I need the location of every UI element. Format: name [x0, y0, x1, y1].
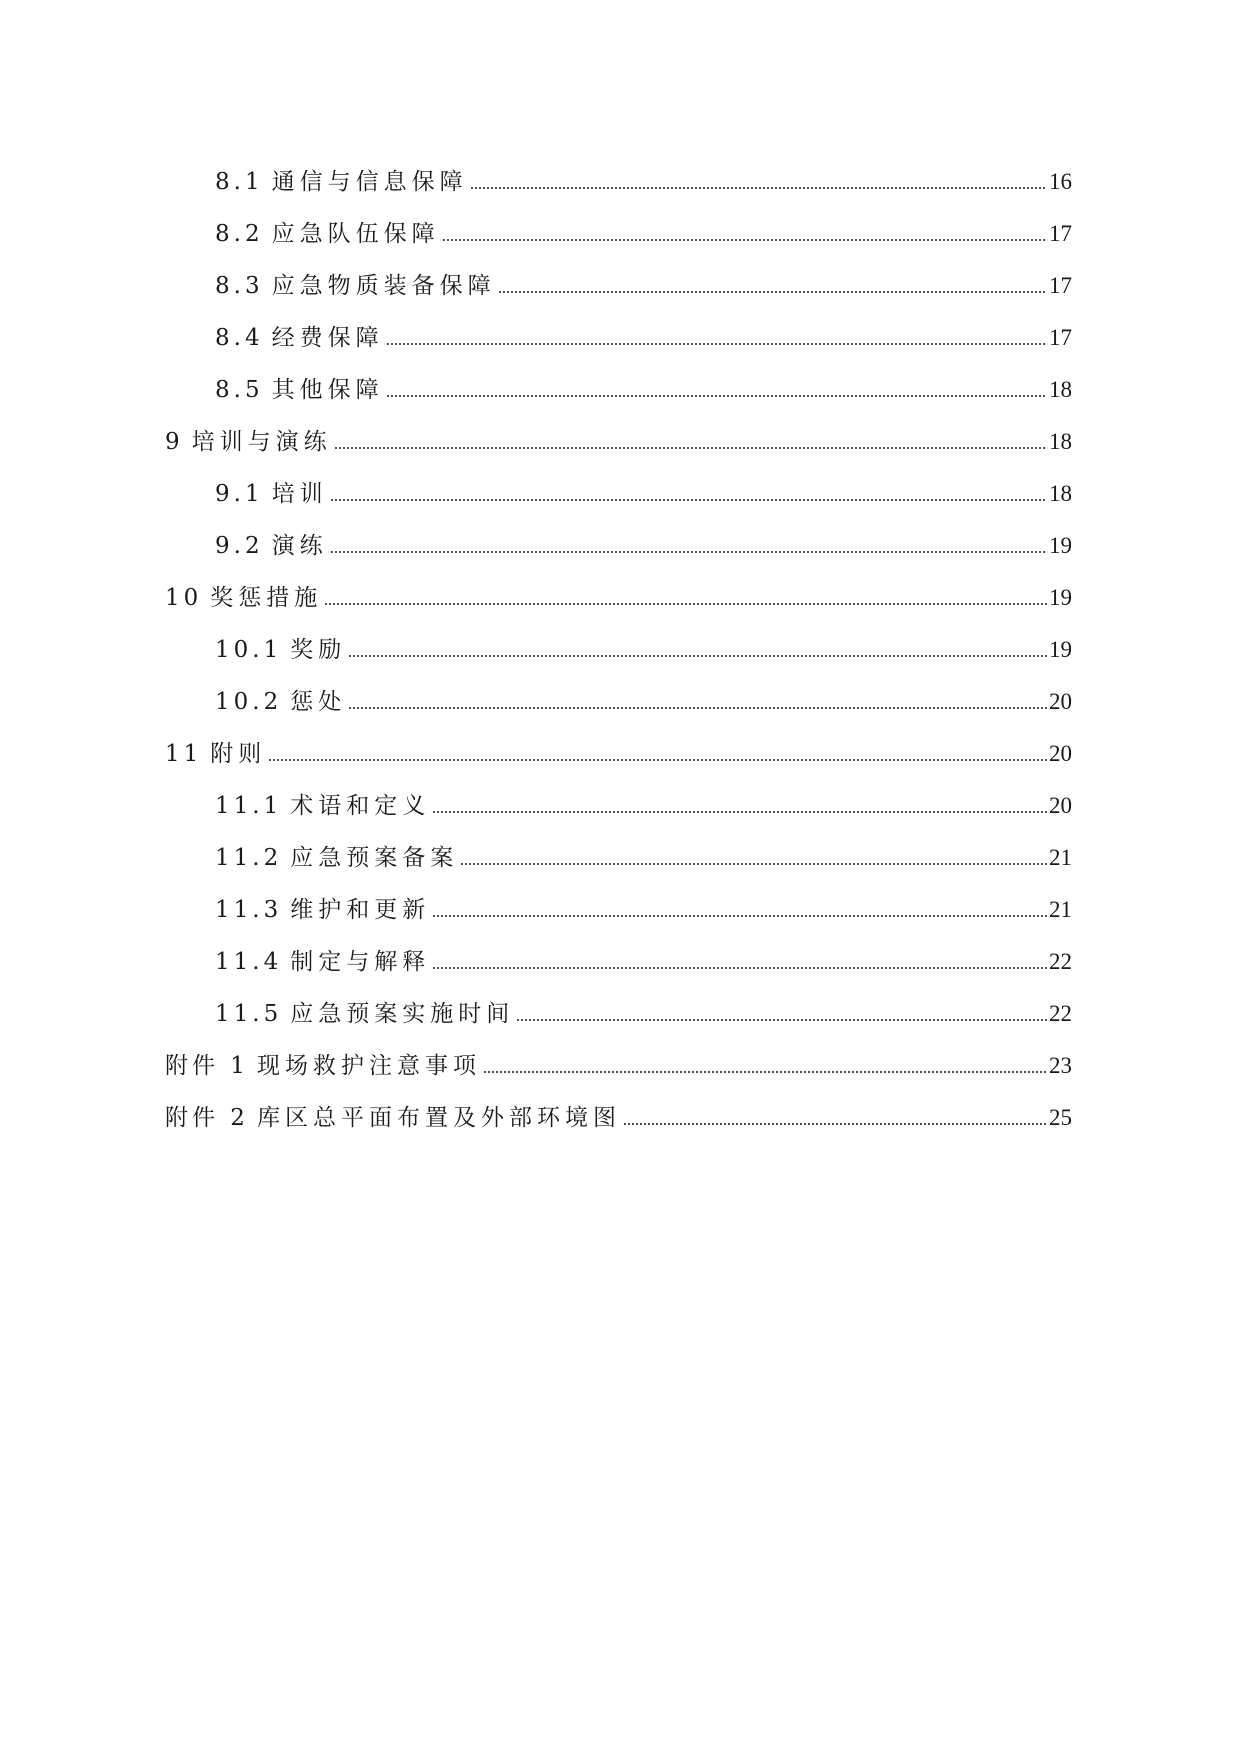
toc-entry-11-5[interactable] [215, 988, 1072, 1028]
toc-entry-number: 11 [165, 741, 203, 767]
toc-page-number: 20 [1049, 689, 1072, 714]
toc-page-number: 18 [1049, 429, 1072, 454]
toc-dot-leader [348, 654, 1047, 658]
toc-entry-number: 9 [165, 429, 184, 455]
toc-entry-number: 8.4 [215, 325, 264, 351]
toc-entry-title: 现场救护注意事项 [256, 1053, 481, 1079]
toc-page-number: 21 [1049, 845, 1072, 870]
toc-page-number: 20 [1049, 741, 1072, 766]
toc-entry-11-2[interactable] [215, 832, 1072, 872]
toc-entry-title: 附则 [210, 741, 267, 767]
toc-entry-11-3[interactable] [215, 884, 1072, 924]
toc-dot-leader [334, 446, 1047, 450]
toc-entry-8-3[interactable] [215, 260, 1072, 300]
toc-page-number: 18 [1049, 481, 1072, 506]
toc-dot-leader [483, 1070, 1047, 1074]
toc-entry-number: 11.3 [215, 897, 283, 923]
toc-page-number: 23 [1049, 1053, 1072, 1078]
toc-page-number: 22 [1049, 1001, 1072, 1026]
toc-entry-title: 其他保障 [271, 377, 384, 403]
toc-page-number: 17 [1049, 325, 1072, 350]
toc-entry-number: 8.1 [215, 169, 264, 195]
toc-dot-leader [432, 914, 1047, 918]
toc-entry-title: 演练 [271, 533, 328, 559]
toc-entry-title: 经费保障 [271, 325, 384, 351]
toc-entry-number: 8.5 [215, 377, 264, 403]
toc-entry-8-2[interactable] [215, 208, 1072, 248]
toc-entry-title: 制定与解释 [290, 949, 431, 975]
toc-page-number: 19 [1049, 637, 1072, 662]
toc-dot-leader [324, 602, 1047, 606]
toc-dot-leader [460, 862, 1047, 866]
toc-entry-title: 应急物质装备保障 [271, 273, 496, 299]
toc-entry-8-1[interactable] [215, 156, 1072, 196]
toc-dot-leader [386, 394, 1047, 398]
toc-entry-number: 11.1 [215, 793, 283, 819]
toc-entry-number: 8.2 [215, 221, 264, 247]
toc-entry-title: 应急预案备案 [290, 845, 459, 871]
toc-entry-10[interactable] [165, 572, 1072, 612]
toc-entry-title: 奖惩措施 [210, 585, 323, 611]
toc-dot-leader [432, 966, 1047, 970]
toc-entry-8-4[interactable] [215, 312, 1072, 352]
toc-entry-11[interactable] [165, 728, 1072, 768]
toc-page-number: 22 [1049, 949, 1072, 974]
toc-entry-title: 应急队伍保障 [271, 221, 440, 247]
toc-entry-10-2[interactable] [215, 676, 1072, 716]
toc-page-number: 25 [1049, 1105, 1072, 1130]
toc-entry-appendix-1[interactable] [165, 1040, 1072, 1080]
toc-dot-leader [330, 498, 1047, 502]
toc-entry-number: 11.2 [215, 845, 283, 871]
toc-entry-10-1[interactable] [215, 624, 1072, 664]
toc-entry-appendix-2[interactable] [165, 1092, 1072, 1132]
toc-dot-leader [330, 550, 1047, 554]
toc-page-number: 16 [1049, 169, 1072, 194]
toc-entry-number: 附件 2 [165, 1105, 249, 1131]
toc-entry-9-1[interactable] [215, 468, 1072, 508]
toc-entry-number: 8.3 [215, 273, 264, 299]
toc-dot-leader [442, 238, 1047, 242]
toc-entry-8-5[interactable] [215, 364, 1072, 404]
toc-entry-number: 9.1 [215, 481, 264, 507]
toc-entry-number: 11.5 [215, 1001, 283, 1027]
toc-entry-title: 惩处 [290, 689, 347, 715]
toc-page-number: 17 [1049, 273, 1072, 298]
toc-dot-leader [623, 1122, 1047, 1126]
toc-entry-title: 通信与信息保障 [271, 169, 468, 195]
toc-entry-11-1[interactable] [215, 780, 1072, 820]
toc-entry-9-2[interactable] [215, 520, 1072, 560]
toc-entry-title: 应急预案实施时间 [290, 1001, 515, 1027]
toc-entry-11-4[interactable] [215, 936, 1072, 976]
toc-dot-leader [516, 1018, 1047, 1022]
toc-entry-number: 附件 1 [165, 1053, 249, 1079]
toc-dot-leader [268, 758, 1047, 762]
toc-entry-title: 术语和定义 [290, 793, 431, 819]
toc-entry-9[interactable] [165, 416, 1072, 456]
toc-entry-title: 奖励 [290, 637, 347, 663]
toc-dot-leader [470, 186, 1047, 190]
toc-dot-leader [432, 810, 1047, 814]
toc-entry-title: 培训与演练 [191, 429, 332, 455]
toc-page-number: 18 [1049, 377, 1072, 402]
toc-page-number: 21 [1049, 897, 1072, 922]
toc-entry-number: 11.4 [215, 949, 283, 975]
toc-page-number: 17 [1049, 221, 1072, 246]
toc-dot-leader [348, 706, 1047, 710]
toc-dot-leader [386, 342, 1047, 346]
toc-entry-number: 10.1 [215, 637, 283, 663]
toc-entry-number: 9.2 [215, 533, 264, 559]
toc-page-number: 19 [1049, 585, 1072, 610]
toc-entry-title: 培训 [271, 481, 328, 507]
toc-entry-number: 10 [165, 585, 203, 611]
toc-entry-title: 维护和更新 [290, 897, 431, 923]
toc-entry-number: 10.2 [215, 689, 283, 715]
toc-page-number: 19 [1049, 533, 1072, 558]
toc-page-number: 20 [1049, 793, 1072, 818]
toc-entry-title: 库区总平面布置及外部环境图 [256, 1105, 621, 1131]
toc-dot-leader [498, 290, 1047, 294]
